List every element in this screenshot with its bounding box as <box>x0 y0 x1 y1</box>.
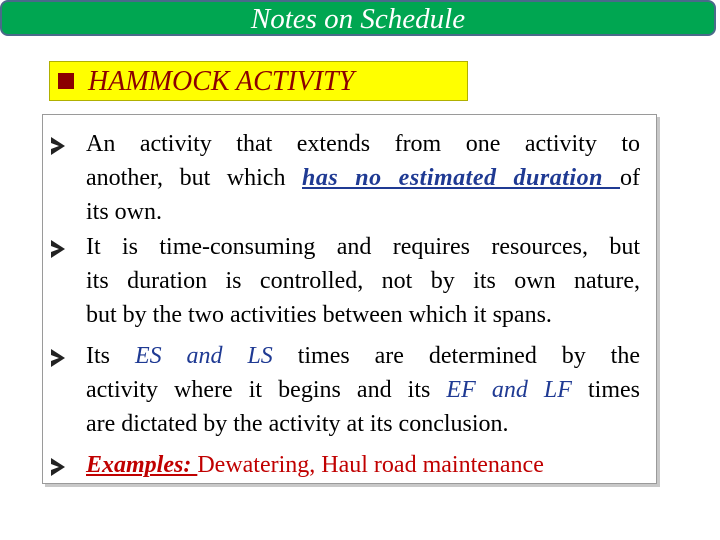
slide-title: Notes on Schedule <box>250 3 466 35</box>
bullet-text: activity where it begins and its <box>86 377 447 403</box>
title-bar <box>0 0 716 36</box>
bullet-line <box>86 448 640 482</box>
section-heading: HAMMOCK ACTIVITY <box>88 66 355 97</box>
examples-label: Examples: <box>86 452 198 478</box>
bullet-line <box>86 230 640 264</box>
arrow-bullet-icon <box>51 137 65 155</box>
bullet-line <box>86 264 640 298</box>
bullet-line <box>86 161 640 195</box>
bullet-text: another, but which <box>86 165 303 191</box>
bullet-text: An activity that extends from one activity to <box>86 131 640 157</box>
bullet-text: Its <box>86 343 135 369</box>
bullet-line <box>86 407 640 441</box>
bullet-line <box>86 373 640 407</box>
bullet-text: times <box>571 377 640 403</box>
arrow-bullet-icon <box>51 240 65 258</box>
square-bullet-icon <box>58 73 74 89</box>
bullet-text: times are determined by the <box>272 343 640 369</box>
emphasis-text: has no estimated duration <box>302 165 620 191</box>
emphasis-text: ES and LS <box>134 343 273 369</box>
arrow-bullet-icon <box>51 458 65 476</box>
bullet-text: its duration is controlled, not by its own nature, <box>86 268 640 294</box>
bullet-text: of <box>620 165 640 191</box>
bullet-text: but by the two activities between which it spans. <box>86 302 552 328</box>
bullet-text: its own. <box>86 199 163 225</box>
bullet-line <box>86 195 640 229</box>
emphasis-text: EF and LF <box>446 377 572 403</box>
bullet-text: It is time-consuming and requires resources, but <box>86 234 640 260</box>
heading-box <box>49 61 468 101</box>
bullet-line <box>86 127 640 161</box>
bullet-line <box>86 298 640 332</box>
examples-text: Dewatering, Haul road maintenance <box>197 452 544 478</box>
bullet-line <box>86 339 640 373</box>
content-box <box>42 114 657 484</box>
arrow-bullet-icon <box>51 349 65 367</box>
bullet-text: are dictated by the activity at its conclusion. <box>86 411 509 437</box>
